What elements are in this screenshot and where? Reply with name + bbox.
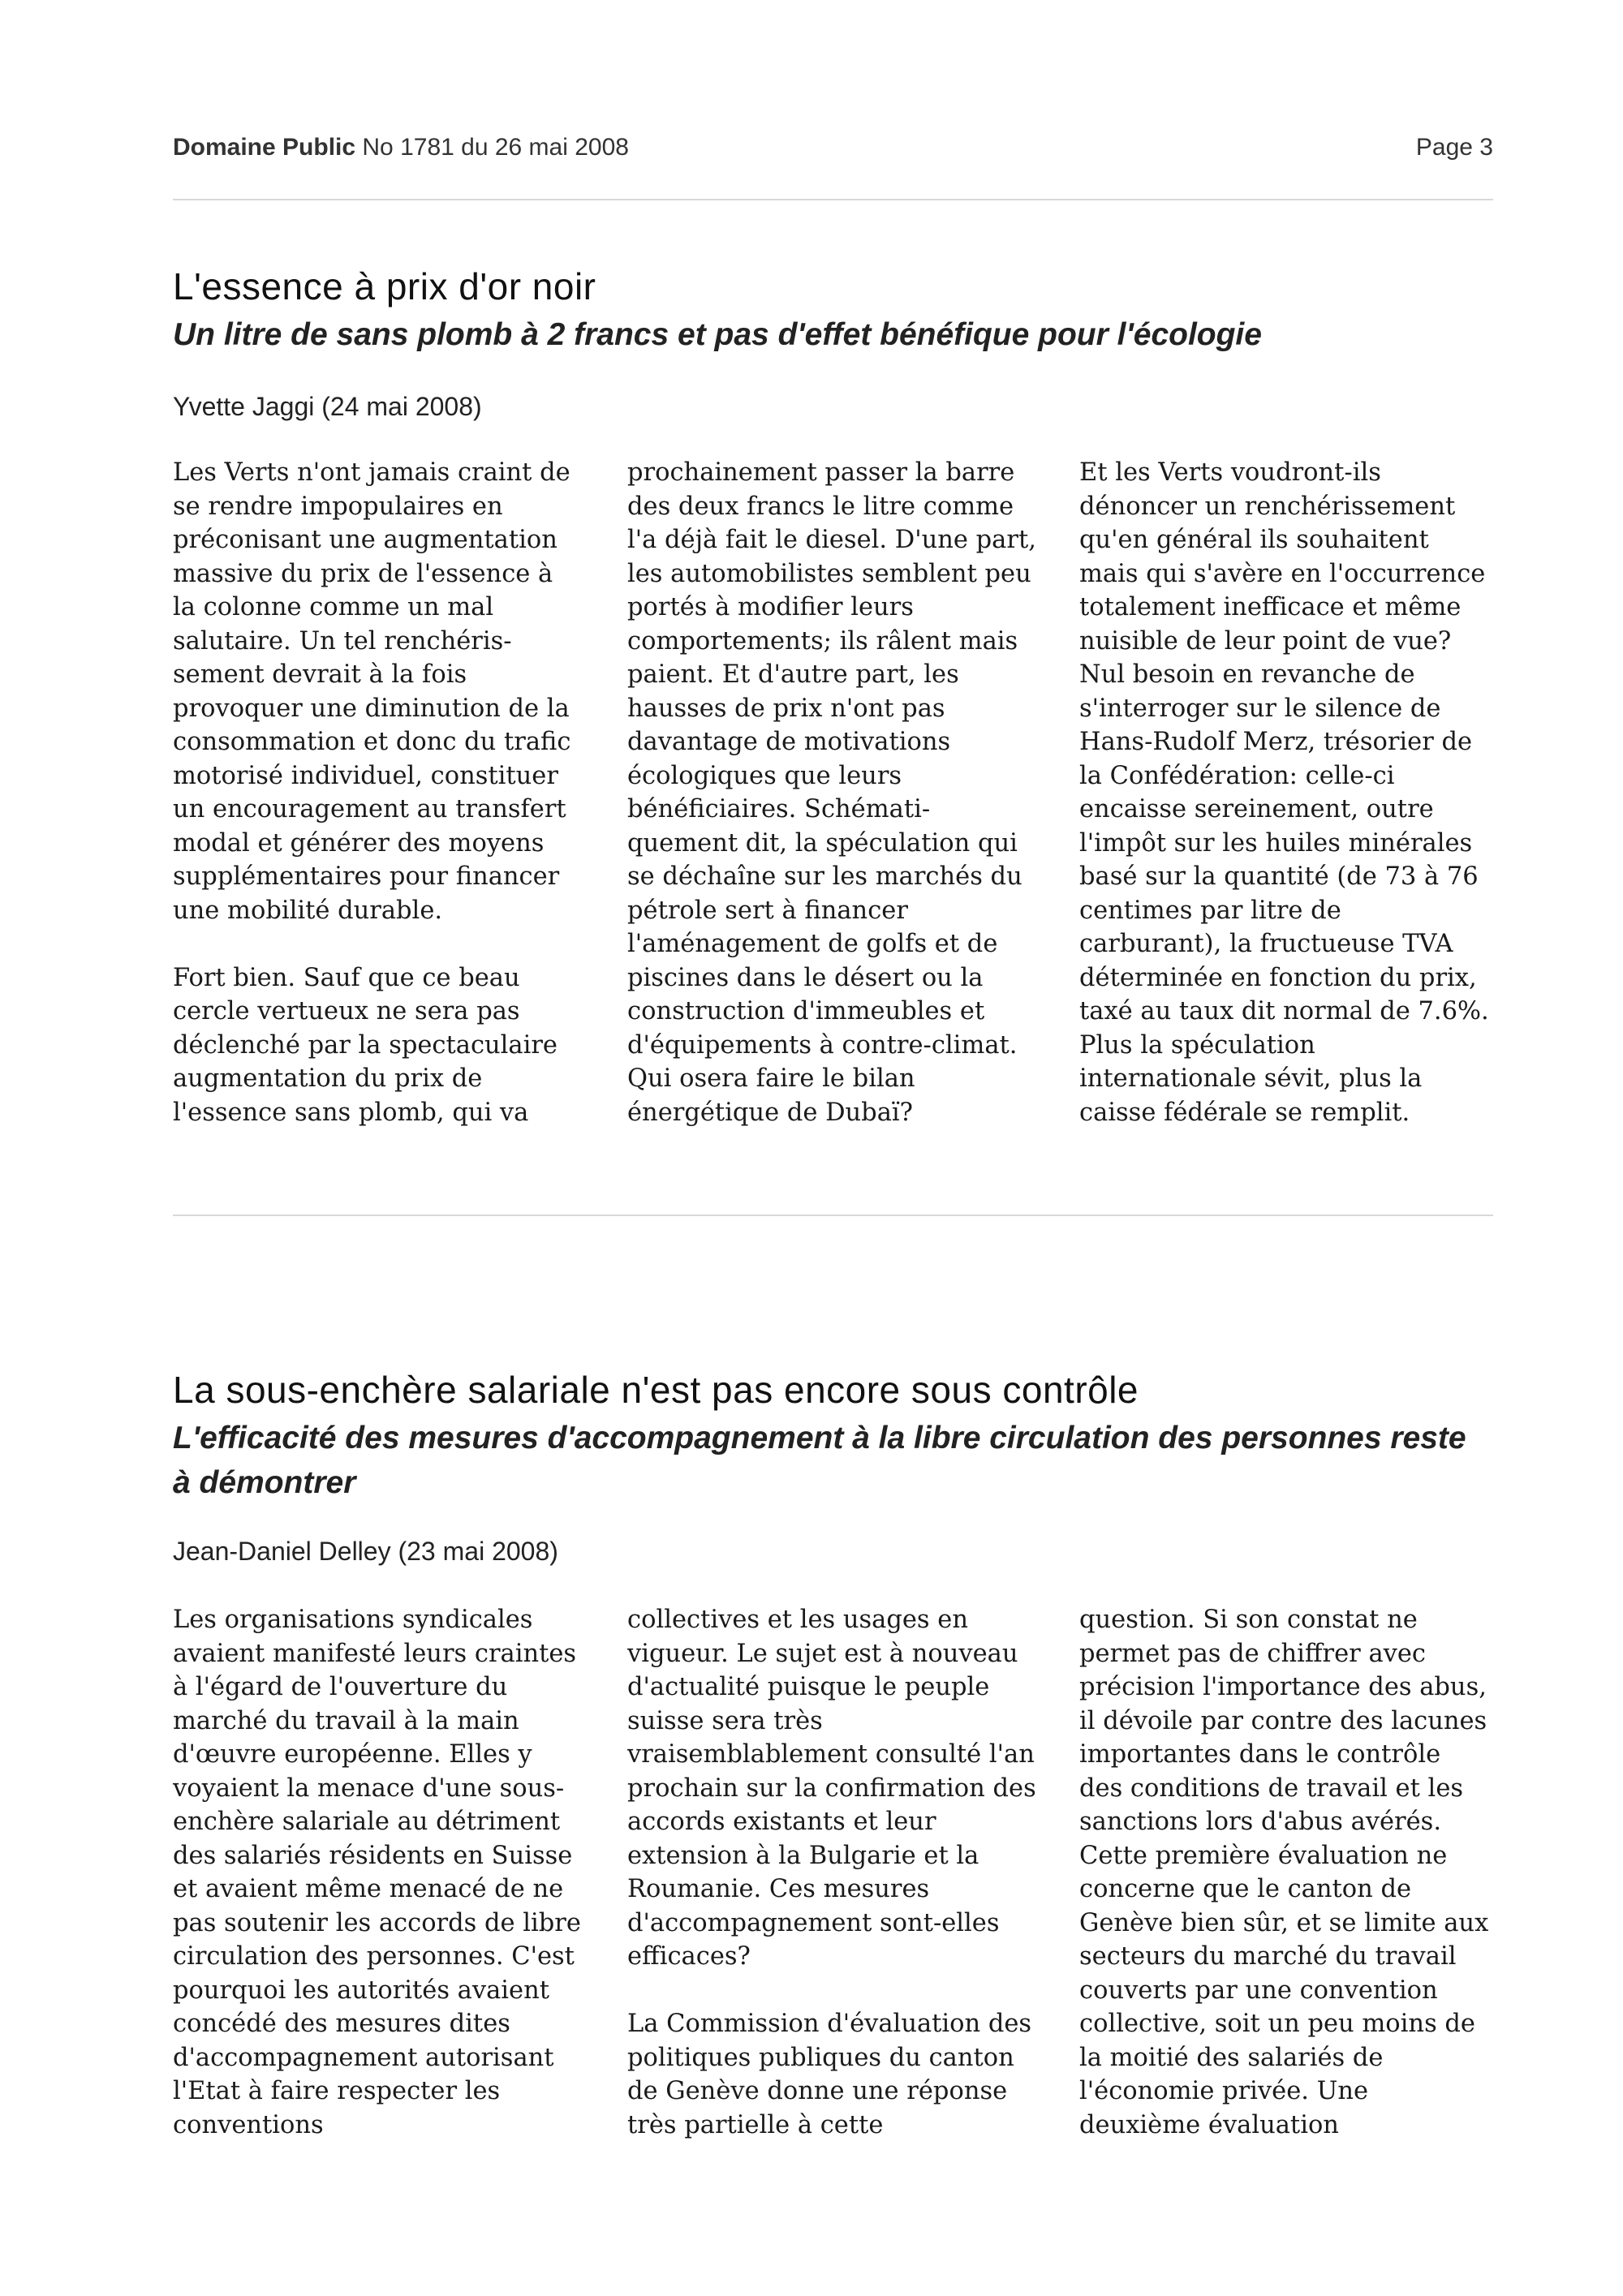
- article-title: L'essence à prix d'or noir: [173, 265, 596, 307]
- article-byline: Jean-Daniel Delley (23 mai 2008): [173, 1537, 558, 1566]
- article-separator-rule: [173, 1215, 1493, 1216]
- paragraph: Et les Verts voudront-ils dénoncer un renchérissement qu'en général ils souhaitent mais qui s'avère en l'occurrence totalement inefficace et même nuisible de leur point de vue? Nul besoin en revanche de s'interroger sur le silence de Hans-Rudolf Merz, trésorier de la Confédération: celle-ci encaisse sereinement, outre l'impôt sur les huiles minérales basé sur la quantité (de 73 à 76 centimes par litre de carburant), la fructueuse TVA déterminée en fonction du prix, taxé au taux dit normal de 7.6%. Plus la spéculation internationale sévit, plus la caisse fédérale se remplit.: [1079, 458, 1489, 1127]
- paragraph: Fort bien. Sauf que ce beau cercle vertueux ne sera pas déclenché par la spectaculaire augmentation du prix de l'essence sans plomb, qui va: [173, 963, 558, 1127]
- article-column-3: [1079, 456, 1489, 1129]
- article-column-3: [1079, 1603, 1489, 2142]
- article-column-2: [627, 1603, 1037, 2142]
- paragraph: Les Verts n'ont jamais craint de se rendre impopulaires en préconisant une augmentation massive du prix de l'essence à la colonne comme un mal salutaire. Un tel renchéris-sement devrait à la fois provoquer une diminution de la consommation et donc du trafic motorisé individuel, constituer un encouragement au transfert modal et générer des moyens supplémentaires pour financer une mobilité durable.: [173, 458, 571, 925]
- article-column-1: [173, 1603, 583, 2142]
- article-subtitle: Un litre de sans plomb à 2 francs et pas d'effet bénéfique pour l'écologie: [173, 317, 1262, 352]
- paragraph: question. Si son constat ne permet pas de chiffrer avec précision l'importance des abus, il dévoile par contre des lacunes importantes dans le contrôle des conditions de travail et les sanctions lors d'abus avérés. Cette première évaluation ne concerne que le canton de Genève bien sûr, et se limite aux secteurs du marché du travail couverts par une convention collective, soit un peu moins de la moitié des salariés de l'économie privée. Une deuxième évaluation: [1079, 1606, 1489, 2139]
- paragraph: prochainement passer la barre des deux francs le litre comme l'a déjà fait le diesel. D'une part, les automobilistes semblent peu portés à modifier leurs comportements; ils râlent mais paient. Et d'autre part, les hausses de prix n'ont pas davantage de motivations écologiques que leurs bénéficiaires. Schémati-quement dit, la spéculation qui se déchaîne sur les marchés du pétrole sert à financer l'aménagement de golfs et de piscines dans le désert ou la construction d'immeubles et d'équipements à contre-climat. Qui osera faire le bilan énergétique de Dubaï?: [627, 458, 1036, 1127]
- article-byline: Yvette Jaggi (24 mai 2008): [173, 392, 482, 421]
- article-column-1: [173, 456, 583, 1129]
- article-column-2: [627, 456, 1037, 1129]
- paragraph: La Commission d'évaluation des politiques publiques du canton de Genève donne une réponse très partielle à cette: [627, 2010, 1032, 2139]
- article-subtitle: L'efficacité des mesures d'accompagnement à la libre circulation des personnes reste à démontrer: [173, 1421, 1466, 1500]
- issue-info: No 1781 du 26 mai 2008: [362, 134, 629, 161]
- paragraph: collectives et les usages en vigueur. Le sujet est à nouveau d'actualité puisque le peuple suisse sera très vraisemblablement consulté l'an prochain sur la confirmation des accords existants et leur extension à la Bulgarie et la Roumanie. Ces mesures d'accompagnement sont-elles efficaces?: [627, 1606, 1036, 1971]
- paragraph: Les organisations syndicales avaient manifesté leurs craintes à l'égard de l'ouverture du marché du travail à la main d'œuvre européenne. Elles y voyaient la menace d'une sous-enchère salariale au détriment des salariés résidents en Suisse et avaient même menacé de ne pas soutenir les accords de libre circulation des personnes. C'est pourquoi les autorités avaient concédé des mesures dites d'accompagnement autorisant l'Etat à faire respecter les conventions: [173, 1606, 581, 2139]
- header-rule: [173, 199, 1493, 200]
- article-title: La sous-enchère salariale n'est pas encore sous contrôle: [173, 1369, 1139, 1411]
- running-header: [173, 134, 1493, 170]
- publication-name: Domaine Public: [173, 134, 356, 161]
- page-number: Page 3: [1415, 134, 1493, 161]
